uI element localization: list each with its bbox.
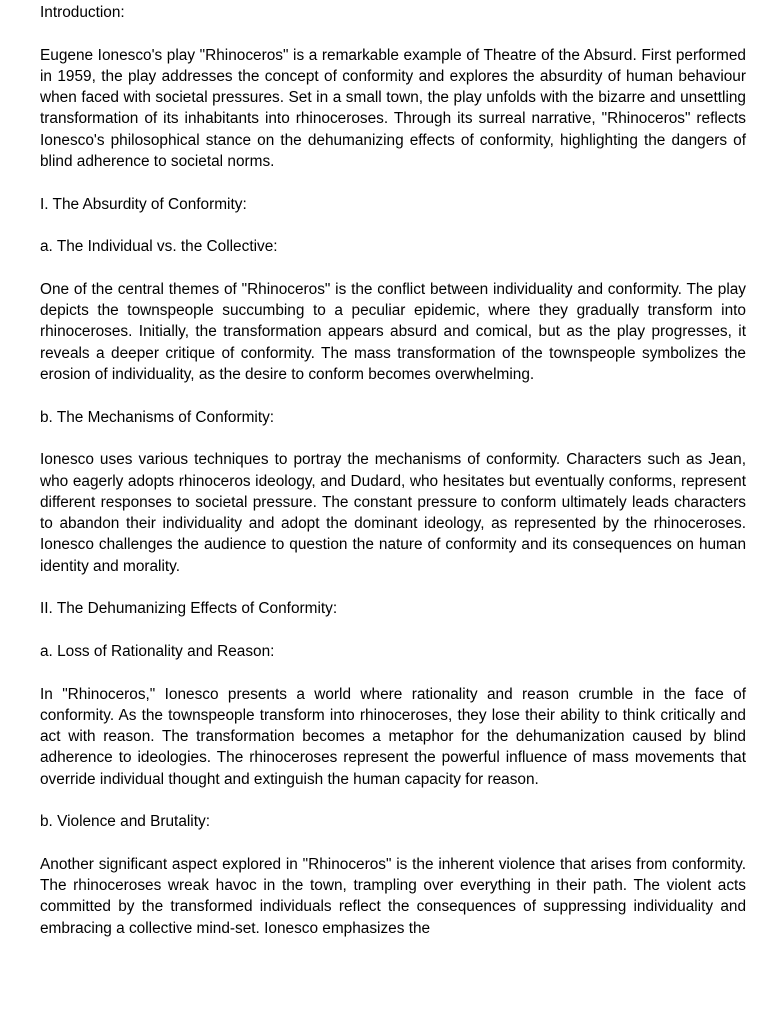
section-2a-paragraph: In "Rhinoceros," Ionesco presents a world where rationality and reason crumble in the face of conformity. As the townspeople transform into rhinoceroses, they lose their ability to think critically and act with reason. The transformation becomes a metaphor for the dehumanization caused by blind adherence to ideologies. The rhinoceroses represent the powerful influence of mass movements that override individual thought and extinguish the human capacity for reason. xyxy=(40,685,746,788)
document-page xyxy=(40,0,746,960)
section-1b-paragraph: Ionesco uses various techniques to portray the mechanisms of conformity. Characters such as Jean, who eagerly adopts rhinoceros ideology, and Dudard, who hesitates but eventually conforms, represent different responses to societal pressure. The constant pressure to conform ultimately leads characters to abandon their individuality and adopt the dominant ideology, as represented by the rhinoceroses. Ionesco challenges the audience to question the nature of conformity and its consequences on human identity and morality. xyxy=(40,451,746,575)
intro-paragraph: Eugene Ionesco's play "Rhinoceros" is a remarkable example of Theatre of the Absurd. First performed in 1959, the play addresses the concept of conformity and explores the absurdity of human behaviour when faced with societal pressures. Set in a small town, the play unfolds with the bizarre and unsettling transformation of its inhabitants into rhinoceroses. Through its surreal narrative, "Rhinoceros" reflects Ionesco's philosophical stance on the dehumanizing effects of conformity, highlighting the dangers of blind adherence to societal norms. xyxy=(40,46,746,171)
intro-heading: Introduction: xyxy=(40,4,125,21)
section-2-heading: II. The Dehumanizing Effects of Conformity: xyxy=(40,600,338,618)
section-1a-paragraph: One of the central themes of "Rhinoceros" is the conflict between individuality and conformity. The play depicts the townspeople succumbing to a peculiar epidemic, where they gradually transform into rhinoceroses. Initially, the transformation appears absurd and comical, but as the play progresses, it reveals a deeper critique of conformity. The mass transformation of the townspeople symbolizes the erosion of individuality, as the desire to conform becomes overwhelming. xyxy=(40,280,746,384)
section-2a-heading: a. Loss of Rationality and Reason: xyxy=(40,642,275,660)
section-2b-paragraph: Another significant aspect explored in "Rhinoceros" is the inherent violence that arises from conformity. The rhinoceroses wreak havoc in the town, trampling over everything in their path. The violent acts committed by the transformed individuals reflect the consequences of suppressing individuality and embracing a collective mind-set. Ionesco emphasizes the xyxy=(40,855,746,937)
section-2b-heading: b. Violence and Brutality: xyxy=(40,813,210,831)
section-1-heading: I. The Absurdity of Conformity: xyxy=(40,195,247,213)
section-1a-heading: a. The Individual vs. the Collective: xyxy=(40,238,278,256)
section-1b-heading: b. The Mechanisms of Conformity: xyxy=(40,408,275,426)
